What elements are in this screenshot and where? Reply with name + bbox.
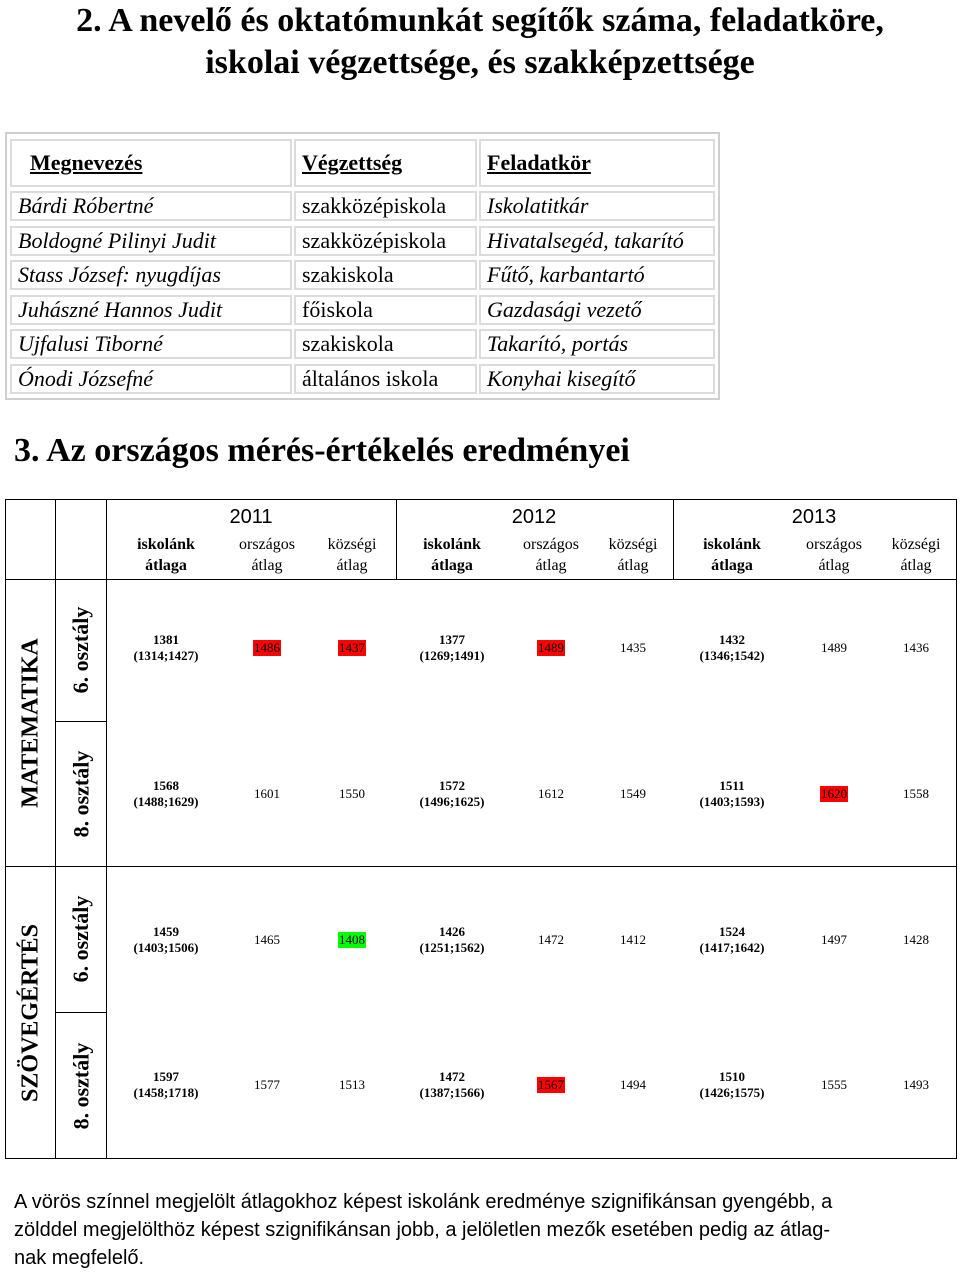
staff-education: szakiskola [294, 329, 477, 359]
school-average-value: 1511 [719, 778, 745, 793]
school-average-value: 1572 [439, 778, 465, 793]
average-value: 1489 [821, 640, 847, 655]
municipal-average-cell [593, 786, 673, 802]
school-average-value: 1432 [719, 632, 745, 647]
school-average-value: 1381 [153, 632, 179, 647]
section-2-title-line-2: iskolai végzettsége, és szakképzettsége [205, 44, 755, 81]
municipal-average-cell [593, 1077, 673, 1093]
subject-divider [55, 499, 56, 1159]
average-value: 1497 [821, 932, 847, 947]
subject-separator [5, 866, 957, 867]
average-value: 1472 [538, 932, 564, 947]
confidence-interval: (1269;1491) [419, 648, 485, 663]
average-value: 1494 [620, 1077, 646, 1092]
confidence-interval: (1387;1566) [419, 1085, 485, 1100]
year-header: 2012 [511, 506, 557, 528]
national-average-cell [794, 932, 874, 948]
municipal-average-cell [593, 932, 673, 948]
section-2-title-line-1: 2. A nevelő és oktatómunkát segítők száma, feladatköre, [76, 2, 884, 39]
table-border-left [5, 499, 6, 1159]
green-highlight-value: 1408 [339, 932, 365, 947]
grade-label: 6. osztály [68, 895, 93, 983]
confidence-interval: (1488;1629) [133, 794, 199, 809]
national-average-cell [511, 786, 591, 802]
school-average-cell [677, 778, 787, 810]
national-average-cell [794, 786, 874, 802]
staff-name: Juhászné Hannos Judit [10, 295, 292, 325]
red-highlight-value: 1486 [254, 640, 280, 655]
column-header [307, 534, 397, 576]
staff-name: Bárdi Róbertné [10, 191, 292, 221]
average-value: 1558 [903, 786, 929, 801]
section-3-title: 3. Az országos mérés-értékelés eredményei [14, 432, 630, 469]
school-average-cell [677, 924, 787, 956]
column-header-line: községi [327, 536, 377, 553]
staff-role: Hivatalsegéd, takarító [479, 226, 715, 256]
header-divider [106, 499, 107, 579]
grade-column-divider [106, 579, 107, 1159]
staff-name: Stass József: nyugdíjas [10, 260, 292, 290]
staff-education: szakközépiskola [294, 226, 477, 256]
national-average-cell [227, 640, 307, 656]
footnote [14, 1188, 944, 1272]
average-value: 1513 [339, 1077, 365, 1092]
school-average-cell [111, 924, 221, 956]
school-average-cell [677, 1069, 787, 1101]
municipal-average-cell [876, 932, 956, 948]
staff-education: szakiskola [294, 260, 477, 290]
column-header-line: községi [608, 536, 658, 553]
school-average-value: 1524 [719, 924, 745, 939]
staff-role: Takarító, portás [479, 329, 715, 359]
footnote-line-1: A vörös színnel megjelölt átlagokhoz képest iskolánk eredménye szignifikánsan gyengébb, a [14, 1191, 833, 1213]
staff-education: szakközépiskola [294, 191, 477, 221]
column-header-line: iskolánk [137, 536, 195, 553]
average-value: 1435 [620, 640, 646, 655]
grade-label: 8. osztály [68, 1042, 93, 1129]
column-header [871, 534, 960, 576]
column-header [121, 534, 211, 576]
confidence-interval: (1426;1575) [699, 1085, 765, 1100]
average-value: 1549 [620, 786, 646, 801]
column-header-line: átlag [900, 557, 932, 574]
school-average-value: 1377 [439, 632, 465, 647]
municipal-average-cell [312, 932, 392, 948]
school-average-cell [677, 632, 787, 664]
column-header-line: községi [891, 536, 941, 553]
staff-role: Fűtő, karbantartó [479, 260, 715, 290]
staff-education: főiskola [294, 295, 477, 325]
column-header [222, 534, 312, 576]
table-border-right [956, 499, 957, 1159]
municipal-average-cell [312, 640, 392, 656]
table-border-bottom [5, 1158, 957, 1159]
school-average-cell [111, 1069, 221, 1101]
school-average-value: 1459 [153, 924, 179, 939]
school-average-cell [111, 778, 221, 810]
municipal-average-cell [876, 640, 956, 656]
school-average-value: 1597 [153, 1069, 179, 1084]
red-highlight-value: 1437 [339, 640, 365, 655]
column-header-line: iskolánk [423, 536, 481, 553]
municipal-average-cell [312, 1077, 392, 1093]
national-average-cell [511, 1077, 591, 1093]
national-average-cell [794, 640, 874, 656]
footnote-line-3: nak megfelelő. [14, 1247, 145, 1269]
staff-name: Boldogné Pilinyi Judit [10, 226, 292, 256]
confidence-interval: (1346;1542) [699, 648, 765, 663]
municipal-average-cell [312, 786, 392, 802]
staff-name: Ónodi Józsefné [10, 364, 292, 394]
national-average-cell [794, 1077, 874, 1093]
column-header-line: átlaga [711, 557, 753, 574]
subject-label: SZÖVEGÉRTÉS [17, 923, 43, 1102]
column-header [588, 534, 678, 576]
average-value: 1465 [254, 932, 280, 947]
red-highlight-value: 1620 [821, 786, 847, 801]
confidence-interval: (1496;1625) [419, 794, 485, 809]
national-average-cell [511, 640, 591, 656]
confidence-interval: (1251;1562) [419, 940, 485, 955]
average-value: 1436 [903, 640, 929, 655]
school-average-value: 1568 [153, 778, 179, 793]
column-header [407, 534, 497, 576]
average-value: 1555 [821, 1077, 847, 1092]
school-average-value: 1426 [439, 924, 465, 939]
school-average-value: 1510 [719, 1069, 745, 1084]
municipal-average-cell [876, 1077, 956, 1093]
national-average-cell [511, 932, 591, 948]
school-average-cell [397, 1069, 507, 1101]
staff-name: Ujfalusi Tiborné [10, 329, 292, 359]
confidence-interval: (1403;1506) [133, 940, 199, 955]
school-average-cell [397, 924, 507, 956]
header-name: Megnevezés [10, 139, 292, 187]
staff-table [5, 132, 720, 400]
confidence-interval: (1403;1593) [699, 794, 765, 809]
column-header [687, 534, 777, 576]
average-value: 1428 [903, 932, 929, 947]
column-header-line: átlag [251, 557, 283, 574]
column-header-line: országos [523, 536, 579, 553]
national-average-cell [227, 1077, 307, 1093]
staff-role: Iskolatitkár [479, 191, 715, 221]
school-average-cell [397, 778, 507, 810]
municipal-average-cell [593, 640, 673, 656]
grade-label: 6. osztály [68, 606, 93, 694]
average-value: 1601 [254, 786, 280, 801]
column-header-line: átlag [535, 557, 567, 574]
school-average-cell [111, 632, 221, 664]
section-2-title [0, 0, 960, 84]
column-header-line: iskolánk [703, 536, 761, 553]
year-header: 2011 [229, 506, 273, 528]
average-value: 1493 [903, 1077, 929, 1092]
school-average-value: 1472 [439, 1069, 465, 1084]
column-header-line: országos [239, 536, 295, 553]
confidence-interval: (1314;1427) [133, 648, 199, 663]
average-value: 1550 [339, 786, 365, 801]
municipal-average-cell [876, 786, 956, 802]
average-value: 1577 [254, 1077, 280, 1092]
school-average-cell [397, 632, 507, 664]
column-header-line: országos [806, 536, 862, 553]
confidence-interval: (1417;1642) [699, 940, 765, 955]
year-header: 2013 [791, 506, 837, 528]
column-header-line: átlag [336, 557, 368, 574]
national-average-cell [227, 932, 307, 948]
grade-label: 8. osztály [68, 750, 93, 837]
staff-education: általános iskola [294, 364, 477, 394]
confidence-interval: (1458;1718) [133, 1085, 199, 1100]
table-border-top [5, 499, 957, 500]
results-table [5, 499, 957, 1159]
column-header [789, 534, 879, 576]
red-highlight-value: 1489 [538, 640, 564, 655]
average-value: 1412 [620, 932, 646, 947]
red-highlight-value: 1567 [538, 1077, 564, 1092]
column-header-line: átlaga [431, 557, 473, 574]
average-value: 1612 [538, 786, 564, 801]
column-header-line: átlag [617, 557, 649, 574]
footnote-line-2: zölddel megjelölthöz képest szignifikánsan jobb, a jelöletlen mezők esetében pedig az átlag- [14, 1219, 831, 1241]
header-bottom-line [55, 579, 957, 580]
staff-role: Gazdasági vezető [479, 295, 715, 325]
header-education: Végzettség [294, 139, 477, 187]
column-header [506, 534, 596, 576]
header-role: Feladatkör [479, 139, 715, 187]
staff-role: Konyhai kisegítő [479, 364, 715, 394]
column-header-line: átlaga [145, 557, 187, 574]
column-header-line: átlag [818, 557, 850, 574]
subject-label: MATEMATIKA [17, 637, 43, 808]
national-average-cell [227, 786, 307, 802]
